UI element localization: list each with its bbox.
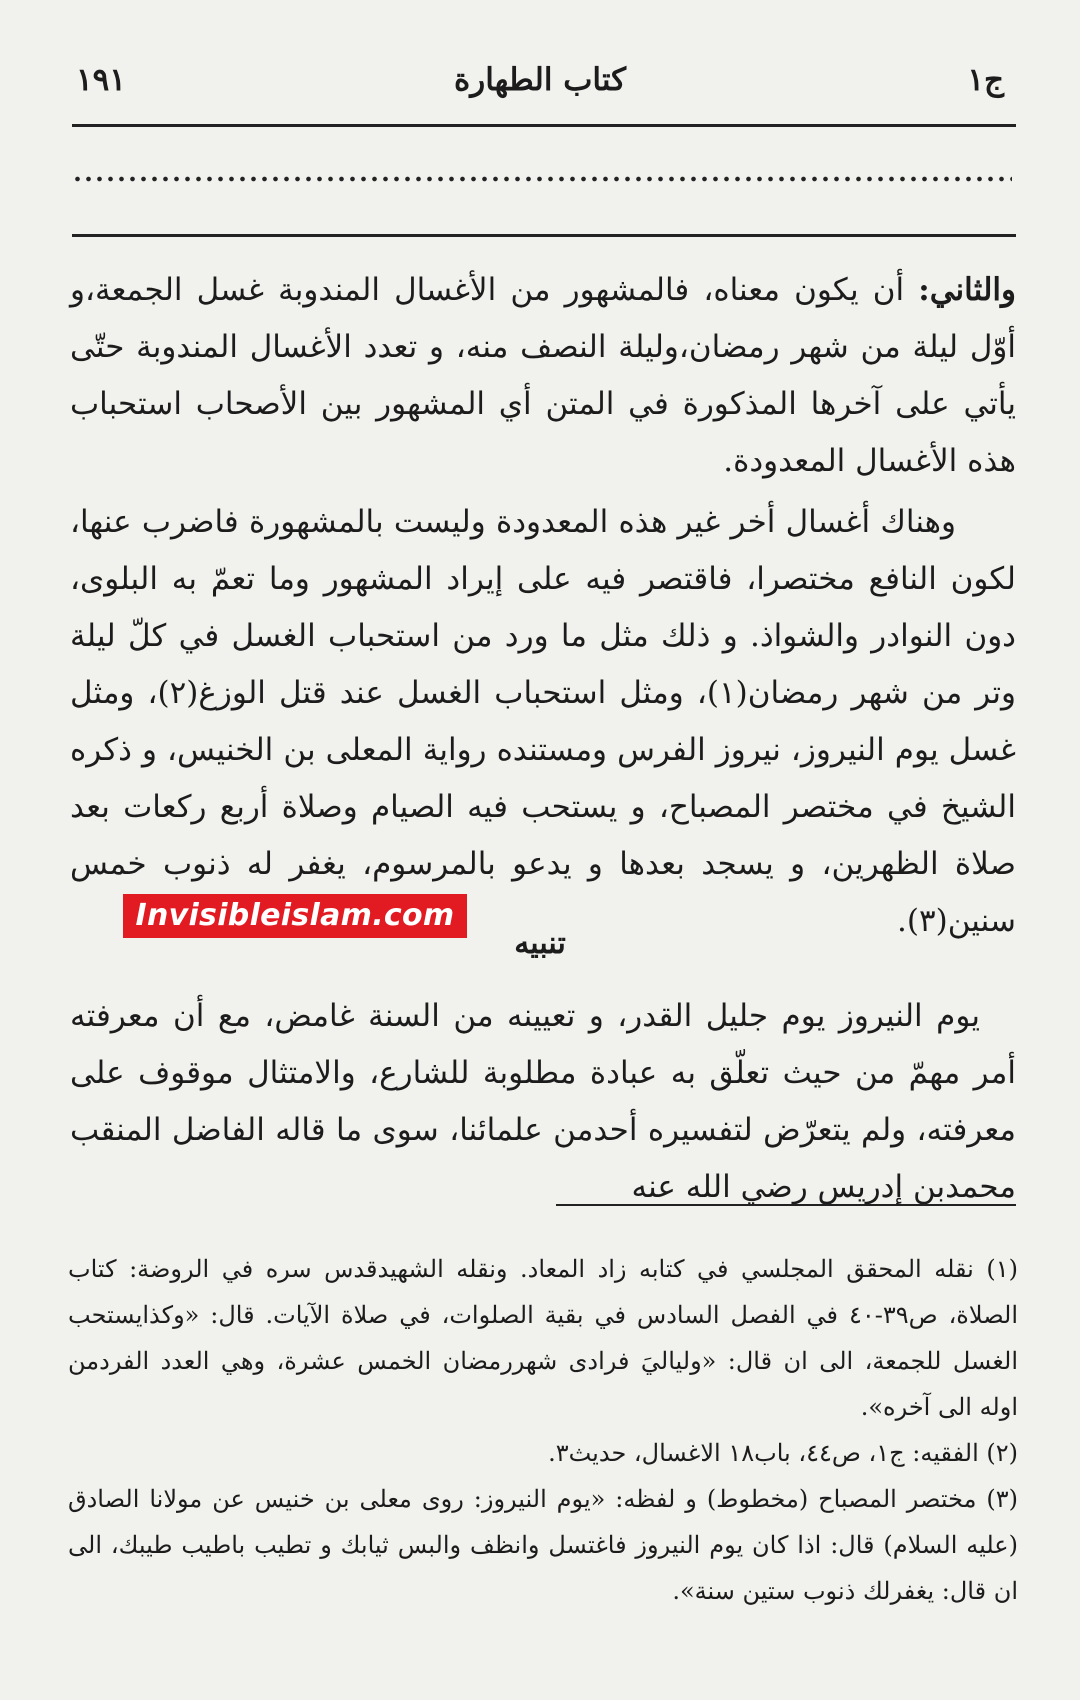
main-text — [70, 262, 1016, 950]
page-header — [72, 62, 1008, 112]
footnote-1: (١) نقله المحقق المجلسي في كتابه زاد المعاد. ونقله الشهيدقدس سره في الروضة: كتاب الصلاة، ص٣٩-٤٠ في الفصل السادس في بقية الصلوات، في صلاة الآيات. قال: «وكذايستحب الغسل للجمعة، الى ان قال: «ولياليَ فرادى شهررمضان الخمس عشرة، وهي العدد الفردمن اوله الى آخره». — [68, 1255, 1018, 1421]
paragraph-2: وهناك أغسال أخر غير هذه المعدودة وليست بالمشهورة فاضرب عنها، لكون النافع مختصرا، فاقتصر فيه على إيراد المشهور وما تعمّ به البلوى، دون النوادر والشواذ. و ذلك مثل ما ورد من استحباب الغسل في كلّ ليلة وتر من شهر رمضان(١)، ومثل استحباب الغسل عند قتل الوزغ(٢)، ومثل غسل يوم النيروز، نيروز الفرس ومستنده رواية المعلى بن الخنيس، و ذكره الشيخ في مختصر المصباح، و يستحب فيه الصيام وصلاة أربع ركعات بعد صلاة الظهرين، و يسجد بعدها و يدعو بالمرسوم، يغفر له ذنوب خمس سنين(٣). — [70, 504, 1016, 939]
book-title: كتاب الطهارة — [454, 62, 626, 98]
volume-label: ج١ — [967, 62, 1004, 98]
tanbih-paragraph: يوم النيروز يوم جليل القدر، و تعيينه من السنة غامض، مع أن معرفته أمر مهمّ من حيث تعلّق به عبادة مطلوبة للشارع، والامتثال موقوف على معرفته، ولم يتعرّض لتفسيره أحدمن علمائنا، سوى ما قاله الفاضل المنقب محمدبن إدريس رضي الله عنه — [70, 998, 1016, 1205]
footnote-2: (٢) الفقيه: ج١، ص٤٤، باب١٨ الاغسال، حديث٣. — [548, 1439, 1018, 1467]
footnotes — [68, 1246, 1018, 1614]
footnote-rule — [556, 1204, 1016, 1206]
content-rule — [72, 234, 1016, 237]
dotted-separator — [72, 172, 1012, 186]
footnote-3: (٣) مختصر المصباح (مخطوط) و لفظه: «يوم النيروز: روى معلى بن خنيس عن مولانا الصادق (عليه السلام) قال: اذا كان يوم النيروز فاغتسل وانظف والبس ثيابك و تطيب باطيب طيبك، الى ان قال: يغفرلك ذنوب ستين سنة». — [68, 1485, 1019, 1605]
paragraph-1-text: أن يكون معناه، فالمشهور من الأغسال المندوبة غسل الجمعة،و أوّل ليلة من شهر رمضان،وليلة النصف منه، و تعدد الأغسال المندوبة حتّى يأتي على آخرها المذكورة في المتن أي المشهور بين الأصحاب استحباب هذه الأغسال المعدودة. — [70, 272, 1016, 479]
page-number: ١٩١ — [76, 62, 126, 98]
paragraph-1 — [70, 262, 1016, 490]
header-rule — [72, 124, 1016, 127]
section-heading: تنبيه — [514, 926, 566, 961]
paragraph-lead-word: والثاني: — [918, 272, 1016, 308]
watermark-logo: Invisibleislam.com — [123, 894, 467, 938]
